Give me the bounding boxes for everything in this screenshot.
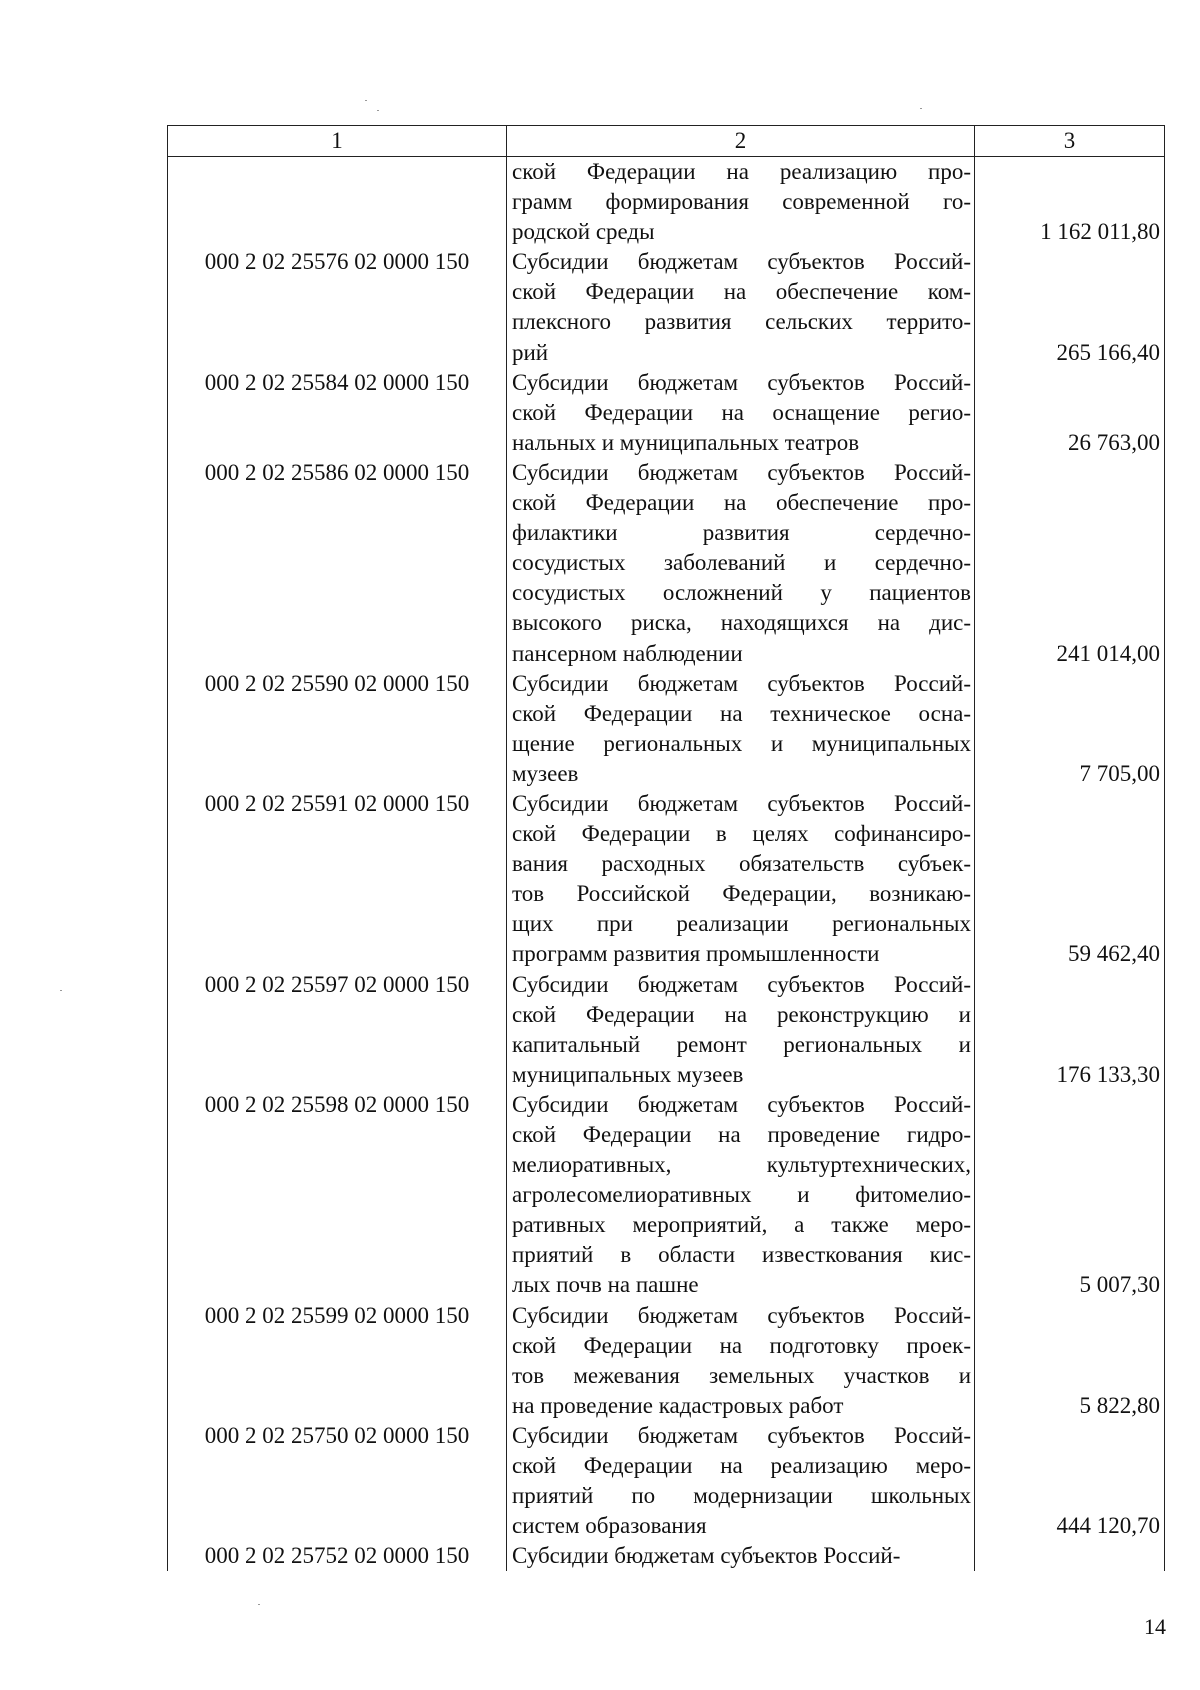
description-line: Субсидии бюджетам субъектов Россий- <box>512 369 971 395</box>
amount-cell: 265 166,40 <box>975 247 1165 367</box>
amount-cell: 7 705,00 <box>975 669 1165 789</box>
amount-cell: 5 007,30 <box>975 1090 1165 1301</box>
description-cell <box>507 669 975 789</box>
scan-speck <box>258 1604 260 1605</box>
description-cell <box>507 1541 975 1571</box>
description-line: Субсидии бюджетам субъектов Россий- <box>512 1543 901 1569</box>
description-line: Субсидии бюджетам субъектов Россий- <box>512 790 971 816</box>
amount-cell <box>975 1541 1165 1571</box>
scan-speck <box>920 108 922 109</box>
page-number: 14 <box>1144 1614 1166 1639</box>
description-cell <box>507 1421 975 1541</box>
description-line: ской Федерации на обеспечение про- <box>512 490 971 516</box>
description-line: тов межевания земельных участков и <box>512 1362 971 1388</box>
description-cell <box>507 368 975 458</box>
description-cell <box>507 789 975 970</box>
description-line: приятий в области известкования кис- <box>512 1242 971 1268</box>
description-line: Субсидии бюджетам субъектов Россий- <box>512 1302 971 1328</box>
budget-code-cell: 000 2 02 25590 02 0000 150 <box>168 669 507 789</box>
header-col-2: 2 <box>507 126 975 157</box>
description-cell <box>507 458 975 669</box>
amount-cell: 26 763,00 <box>975 368 1165 458</box>
description-line: Субсидии бюджетам субъектов Россий- <box>512 670 971 696</box>
description-line: филактики развития сердечно- <box>512 520 971 546</box>
description-line: ской Федерации на реализацию меро- <box>512 1453 971 1479</box>
description-line: ской Федерации на реконструкцию и <box>512 1001 971 1027</box>
description-line: Субсидии бюджетам субъектов Россий- <box>512 249 971 275</box>
description-line: ративных мероприятий, а также меро- <box>512 1212 971 1238</box>
description-line: вания расходных обязательств субъек- <box>512 851 971 877</box>
description-line: программ развития промышленности <box>512 941 880 967</box>
description-cell <box>507 247 975 367</box>
description-line: рий <box>512 339 549 365</box>
description-line: ской Федерации на подготовку проек- <box>512 1332 971 1358</box>
description-line: капитальный ремонт региональных и <box>512 1031 971 1057</box>
table-row <box>168 368 1165 458</box>
table-row <box>168 247 1165 367</box>
description-cell <box>507 1301 975 1421</box>
description-line: ской Федерации на проведение гидро- <box>512 1122 971 1147</box>
description-line: ской Федерации на оснащение регио- <box>512 399 971 425</box>
description-line: грамм формирования современной го- <box>512 189 971 215</box>
description-cell <box>507 970 975 1090</box>
budget-code-cell: 000 2 02 25591 02 0000 150 <box>168 789 507 970</box>
budget-code-cell: 000 2 02 25597 02 0000 150 <box>168 970 507 1090</box>
description-line: агролесомелиоративных и фитомелио- <box>512 1182 971 1208</box>
description-cell <box>507 157 975 248</box>
budget-code-cell: 000 2 02 25750 02 0000 150 <box>168 1421 507 1541</box>
description-line: родской среды <box>512 219 655 245</box>
description-line: сосудистых осложнений у пациентов <box>512 580 971 606</box>
budget-code-cell: 000 2 02 25599 02 0000 150 <box>168 1301 507 1421</box>
description-line: высокого риска, находящихся на дис- <box>512 610 971 636</box>
table-row <box>168 458 1165 669</box>
budget-table <box>167 125 1165 1571</box>
table-row <box>168 669 1165 789</box>
description-line: ской Федерации на обеспечение ком- <box>512 279 971 305</box>
description-line: Субсидии бюджетам субъектов Россий- <box>512 1091 971 1117</box>
description-line: ской Федерации на техническое осна- <box>512 700 971 726</box>
description-line: систем образования <box>512 1513 707 1539</box>
description-line: плексного развития сельских террито- <box>512 309 971 335</box>
header-row <box>168 126 1165 157</box>
description-line: Субсидии бюджетам субъектов Россий- <box>512 971 971 997</box>
budget-code-cell: 000 2 02 25752 02 0000 150 <box>168 1541 507 1571</box>
header-col-3: 3 <box>975 126 1165 157</box>
description-line: лых почв на пашне <box>512 1272 699 1298</box>
description-line: Субсидии бюджетам субъектов Россий- <box>512 459 971 485</box>
table-row <box>168 970 1165 1090</box>
description-line: щих при реализации региональных <box>512 911 971 937</box>
budget-code-cell: 000 2 02 25584 02 0000 150 <box>168 368 507 458</box>
description-line: музеев <box>512 760 579 786</box>
budget-code-cell: 000 2 02 25598 02 0000 150 <box>168 1090 507 1301</box>
description-line: муниципальных музеев <box>512 1061 744 1087</box>
table-row <box>168 1421 1165 1541</box>
table-body <box>168 157 1165 1572</box>
header-col-1: 1 <box>168 126 507 157</box>
amount-cell: 176 133,30 <box>975 970 1165 1090</box>
scan-speck <box>377 110 379 111</box>
table-row <box>168 157 1165 248</box>
table-header <box>168 126 1165 157</box>
description-cell <box>507 1090 975 1301</box>
description-line: сосудистых заболеваний и сердечно- <box>512 550 971 576</box>
scan-speck <box>60 990 62 991</box>
description-line: пансерном наблюдении <box>512 640 743 666</box>
description-line: ской Федерации в целях софинансиро- <box>512 821 971 847</box>
description-line: тов Российской Федерации, возникаю- <box>512 881 971 907</box>
description-line: мелиоративных, культуртехнических, <box>512 1152 971 1178</box>
description-line: на проведение кадастровых работ <box>512 1392 844 1418</box>
table-row <box>168 1301 1165 1421</box>
table-row <box>168 1090 1165 1301</box>
amount-cell: 59 462,40 <box>975 789 1165 970</box>
table-row <box>168 1541 1165 1571</box>
scan-speck <box>365 100 367 101</box>
budget-code-cell <box>168 157 507 248</box>
amount-cell: 5 822,80 <box>975 1301 1165 1421</box>
amount-cell: 1 162 011,80 <box>975 157 1165 248</box>
amount-cell: 444 120,70 <box>975 1421 1165 1541</box>
description-line: приятий по модернизации школьных <box>512 1483 971 1509</box>
description-line: Субсидии бюджетам субъектов Россий- <box>512 1422 971 1448</box>
description-line: щение региональных и муниципальных <box>512 730 971 756</box>
description-line: ской Федерации на реализацию про- <box>512 159 971 184</box>
budget-code-cell: 000 2 02 25576 02 0000 150 <box>168 247 507 367</box>
amount-cell: 241 014,00 <box>975 458 1165 669</box>
table-row <box>168 789 1165 970</box>
description-line: нальных и муниципальных театров <box>512 429 860 455</box>
budget-code-cell: 000 2 02 25586 02 0000 150 <box>168 458 507 669</box>
